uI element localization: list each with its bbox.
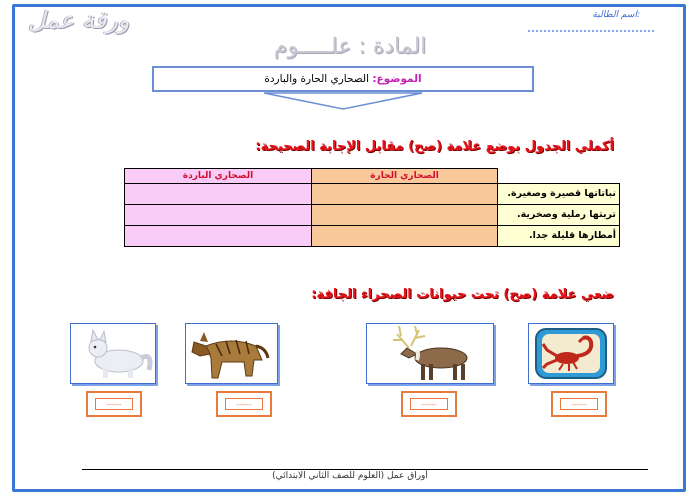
topic-text: الصحاري الحارة والباردة xyxy=(264,73,370,85)
answer-cell-cold[interactable] xyxy=(125,184,312,205)
topic-arrow-icon xyxy=(263,92,423,110)
footer-divider xyxy=(82,469,648,470)
question1-instruction: أكملي الجدول بوضع علامة (صح) مقابل الإجابة الصحيحة: xyxy=(255,139,614,154)
table-header-row xyxy=(125,169,620,184)
topic-label: الموضوع: xyxy=(372,73,422,85)
reindeer-picture xyxy=(366,323,494,384)
question2-instruction: ضعي علامة (صح) تحت حيوانات الصحراء الجافة: xyxy=(311,287,614,302)
answer-placeholder: ------ xyxy=(410,398,448,410)
answer-cell-hot[interactable] xyxy=(312,184,498,205)
student-name-line[interactable] xyxy=(528,30,654,32)
arctic-fox-picture xyxy=(70,323,156,384)
scorpion-icon xyxy=(529,324,613,383)
subject-title: المادة : علـــــوم xyxy=(273,34,427,59)
comparison-table xyxy=(124,168,620,247)
reindeer-icon xyxy=(367,324,493,383)
student-name-label: اسم الطالبة: xyxy=(592,10,640,20)
answer-placeholder: ------ xyxy=(560,398,598,410)
arctic-fox-icon xyxy=(71,324,155,383)
topic-box xyxy=(152,66,534,92)
table-row xyxy=(125,205,620,226)
hyena-picture xyxy=(185,323,278,384)
scorpion-picture xyxy=(528,323,614,384)
answer-cell-hot[interactable] xyxy=(312,205,498,226)
answer-cell-hot[interactable] xyxy=(312,226,498,247)
footer-text: أوراق عمل (العلوم للصف الثاني الابتدائي) xyxy=(272,471,428,481)
statement-cell: أمطارها قليلة جدا. xyxy=(498,226,620,247)
answer-box-scorpion[interactable] xyxy=(551,391,607,417)
worksheet-title: ورقة عمل xyxy=(28,6,130,34)
statement-cell: تربتها رملية وصخرية. xyxy=(498,205,620,226)
answer-cell-cold[interactable] xyxy=(125,226,312,247)
table-row xyxy=(125,226,620,247)
answer-box-arctic-fox[interactable] xyxy=(86,391,142,417)
answer-cell-cold[interactable] xyxy=(125,205,312,226)
table-row xyxy=(125,184,620,205)
answer-box-hyena[interactable] xyxy=(216,391,272,417)
column-header-hot: الصحاري الحارة xyxy=(312,169,498,184)
statement-cell: نباتاتها قصيرة وصغيرة. xyxy=(498,184,620,205)
answer-box-reindeer[interactable] xyxy=(401,391,457,417)
column-header-cold: الصحاري الباردة xyxy=(125,169,312,184)
table-corner xyxy=(498,169,620,184)
answer-placeholder: ------ xyxy=(225,398,263,410)
answer-placeholder: ------ xyxy=(95,398,133,410)
hyena-icon xyxy=(186,324,277,383)
